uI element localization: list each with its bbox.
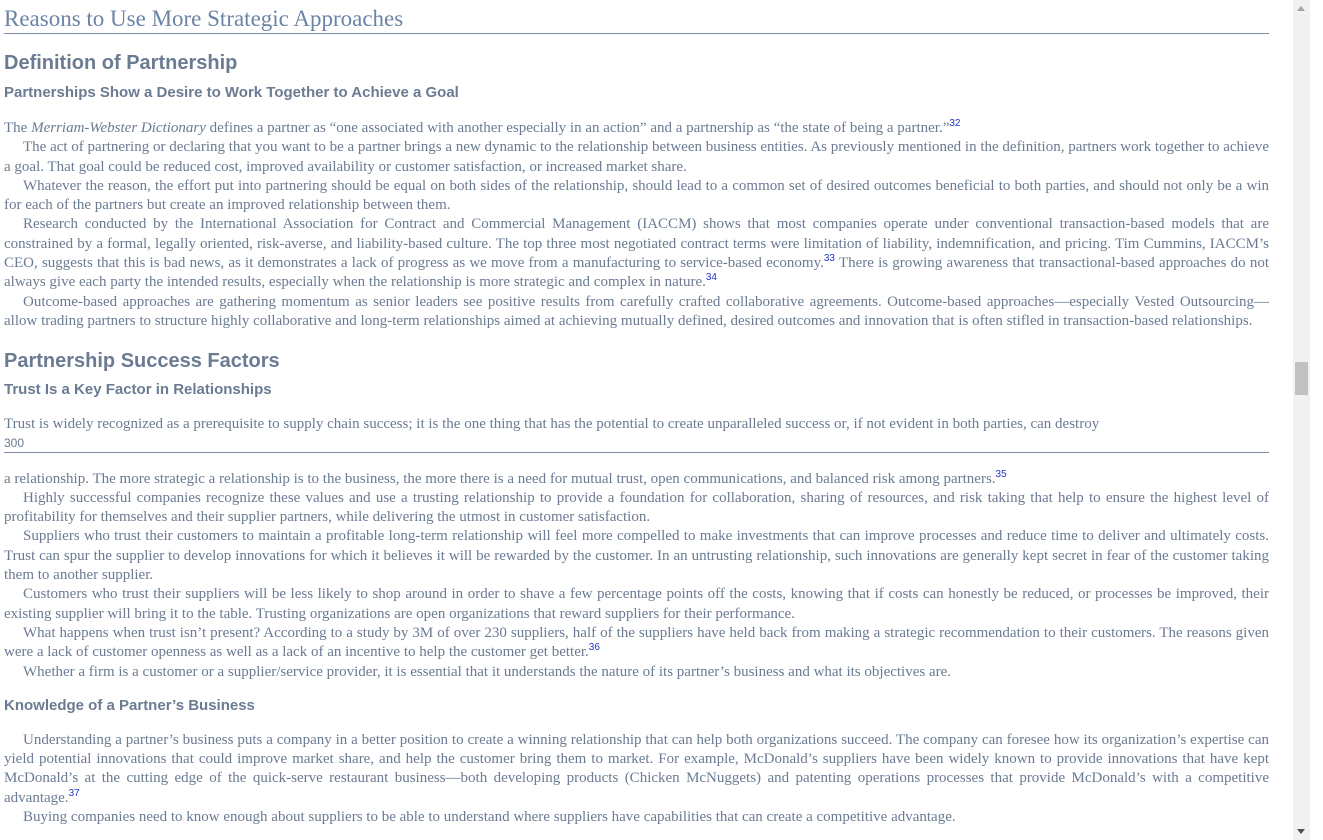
paragraph: The Merriam-Webster Dictionary defines a partner as “one associated with another especially in an action” and a partnership as “the state of being a partner.”$^{32}$ — [4, 118, 961, 136]
paragraph: Trust is widely recognized as a prerequisite to supply chain success; it is the one thing that has the potential to create unparalleled success or, if not evident in both parties, can destroy — [4, 416, 1100, 433]
document-content — [4, 0, 1269, 827]
paragraph: Research conducted by the International Association for Contract and Commercial Management (IACCM) shows that most companies operate under conventional transaction-based models that are constrained by a formal, legally oriented, risk-averse, and liability-based culture. The top three most negotiated contract terms were limitation of liability, indemnification, and pricing. Tim Cummins, IACCM’s CEO, suggests that this is bad news, as it demonstrates a lack of progress as we move from a manufacturing to service-based economy.$^{33}$ There is growing awareness that transactional-based approaches do not always give each party the intended results, especially when the relationship is more strategic and complex in nature.$^{34}$ — [4, 216, 1269, 291]
footnote-ref[interactable]: 34 — [705, 272, 717, 284]
paragraph: Whether a firm is a customer or a supplier/service provider, it is essential that it understands the nature of its partner’s business and what its objectives are. — [23, 663, 952, 680]
footnote-ref[interactable]: 33 — [823, 253, 835, 265]
scroll-down-button[interactable] — [1293, 823, 1310, 840]
section-heading-success-factors: Partnership Success Factors — [4, 350, 280, 373]
footnote-ref[interactable]: 36 — [588, 642, 600, 654]
arrow-up-icon — [1297, 6, 1305, 11]
paragraph: Customers who trust their suppliers will be less likely to shop around in order to shave a few percentage points off the costs, knowing that if costs can honestly be reduced, or processes be improved, their existing supplier will bring it to the table. Trusting organizations are open organizations that reward suppliers for their performance. — [4, 586, 1269, 622]
scroll-thumb[interactable] — [1295, 362, 1308, 395]
footnote-ref[interactable]: 35 — [995, 468, 1007, 480]
footnote-ref[interactable]: 37 — [68, 787, 80, 799]
chapter-title: Reasons to Use More Strategic Approaches — [4, 0, 1269, 34]
paragraph: What happens when trust isn’t present? According to a study by 3M of over 230 suppliers, half of the suppliers have held back from making a strategic recommendation to their customers. The reasons given were a lack of customer openness as well as a lack of an incentive to help the customer get better.$^{36}$ — [4, 624, 1269, 661]
paragraph: Whatever the reason, the effort put into partnering should be equal on both sides of the relationship, should lead to a common set of desired outcomes beneficial to both parties, and should not only be a win for each of the partners but create an improved relationship between them. — [4, 177, 1269, 214]
paragraph: The act of partnering or declaring that you want to be a partner brings a new dynamic to the relationship between business entities. As previously mentioned in the definition, partners work together to achieve a goal. That goal could be reduced cost, improved availability or customer satisfaction, or increased market share. — [4, 139, 1269, 175]
vertical-scrollbar[interactable] — [1293, 0, 1310, 840]
subheading-trust: Trust Is a Key Factor in Relationships — [4, 381, 272, 399]
paragraph: a relationship. The more strategic a relationship is to the business, the more there is a need for mutual trust, open communications, and balanced risk among partners.$^{35}$ — [4, 468, 1007, 487]
subheading-partnerships: Partnerships Show a Desire to Work Together to Achieve a Goal — [4, 84, 459, 101]
paragraph: Outcome-based approaches are gathering momentum as senior leaders see positive results from carefully crafted collaborative agreements. Outcome-based approaches—especially Vested Outsourcing—allow trading partners to structure highly collaborative and long-term relationships aimed at achieving mutually defined, desired outcomes and innovation that is often stifled in transaction-based relationships. — [4, 293, 1269, 329]
section-heading-definition: Definition of Partnership — [4, 52, 238, 74]
footnote-ref[interactable]: 32 — [949, 118, 961, 129]
arrow-down-icon — [1297, 829, 1305, 834]
italic-title: Merriam-Webster Dictionary — [31, 120, 206, 136]
subheading-knowledge: Knowledge of a Partner’s Business — [4, 696, 255, 714]
page-break — [4, 435, 1269, 453]
scroll-up-button[interactable] — [1293, 0, 1310, 17]
paragraph: Highly successful companies recognize these values and use a trusting relationship to provide a foundation for collaboration, sharing of resources, and risk taking that help to ensure the highest level of profitability for themselves and their supplier partners, while delivering the utmost in customer satisfaction. — [4, 489, 1269, 526]
paragraph: Suppliers who trust their customers to maintain a profitable long-term relationship will feel more compelled to make investments that can improve processes and reduce time to deliver and ultimately costs. Trust can spur the supplier to develop innovations for which it believes it will be rewarded by the customer. In an untrusting relationship, such innovations are generally kept secret in fear of the customer taking them to another supplier. — [4, 528, 1269, 584]
paragraph: Understanding a partner’s business puts a company in a better position to create a winning relationship that can help both organizations succeed. The company can foresee how its organization’s expertise can yield potential innovations that could improve market share, and help the customer bring them to market. For example, McDonald’s suppliers have been widely known to provide innovations that have kept McDonald’s at the cutting edge of the quick-serve restaurant business—both developing products (Chicken McNuggets) and patenting operations processes that provide McDonald’s with a competitive advantage.$^{37}$ — [4, 731, 1269, 806]
paragraph: Buying companies need to know enough about suppliers to be able to understand where suppliers have capabilities that can create a competitive advantage. — [23, 809, 956, 826]
page-number: 300 — [4, 435, 25, 450]
